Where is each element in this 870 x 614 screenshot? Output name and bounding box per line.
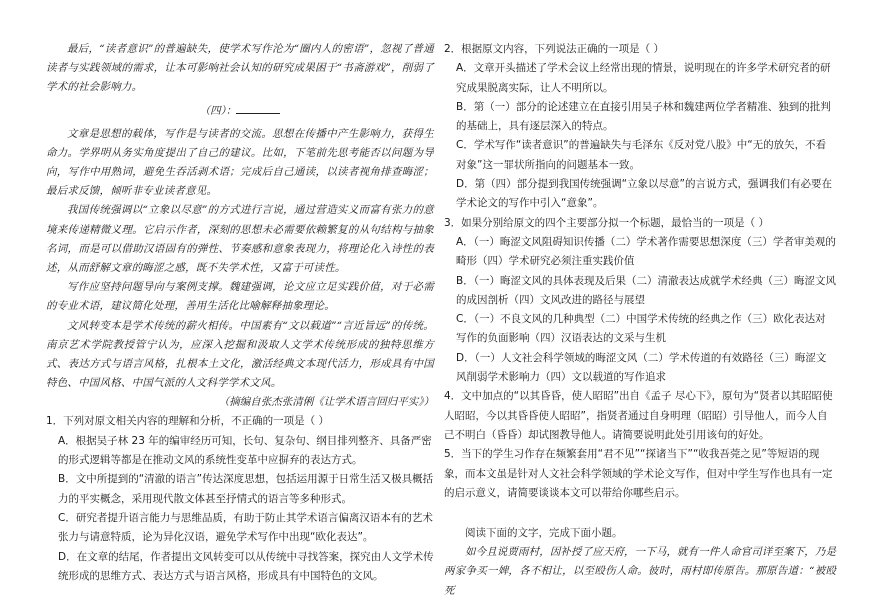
passage-paragraph: 文风转变本是学术传统的薪火相传。中国素有“文以载道”“言近旨远”的传统。南京艺术学院教授管宁认为，应深入挖掘和汲取人文学术传统形成的独特思维方式、表达方式与语言风格，扎根本土文化，激活经典文本现代活力，形成具有中国特色、中国风格、中国气派的人文科学学术文风。 [46, 319, 434, 390]
option-c: C．学术写作“读者意识”的普遍缺失与毛泽东《反对党八股》中“无的放矢，不看对象”这一罪状所指向的问题基本一致。 [456, 139, 827, 171]
question-stem: 1．下列对原文相关内容的理解和分析，不正确的一项是（ ） [46, 415, 330, 428]
right-column [444, 40, 836, 601]
section-title-blank [236, 103, 280, 114]
reading-intro: 阅读下面的文字，完成下面小题。 [465, 527, 623, 540]
question-stem: 3．如果分别给原文的四个主要部分拟一个标题，最恰当的一项是（ ） [444, 216, 770, 229]
option-d: D．第（四）部分提到我国传统强调“立象以尽意”的言说方式，强调我们有必要在学术论文的写作中引入“意象”。 [456, 178, 832, 210]
section-number: （四）： [199, 104, 237, 117]
passage-paragraph: 我国传统强调以“立象以尽意”的方式进行言说，通过营造实义而富有张力的意境来传递精微义理。它启示作者，深刻的思想未必需要依赖繁复的从句结构与抽象名词，而是可以借助汉语固有的弹性、节奏感和意象表现力，将理论化入诗性的表述，从而舒解文章的晦涩之感，既不失学术性，又富于可读性。 [46, 204, 434, 275]
question-stem: 5．当下的学生习作存在频繁套用“君不见”“探诸当下”“收我吾莞之见”等短语的现象，而本文虽是针对人文社会科学领域的学术论文写作，但对中学生写作也具有一定的启示意义，请简要谈谈本文可以带给你哪些启示。 [444, 448, 833, 499]
option-c: C．研究者提升语言能力与思维品质，有助于防止其学术语言偏离汉语本有的艺术张力与请意特质，论为异化汉语，避免学术写作中出现“欧化表达”。 [58, 511, 433, 544]
question-3 [444, 214, 836, 388]
question-4 [444, 387, 836, 445]
story-paragraph: 如今且说贾雨村，因补授了应天府，一下马，就有一件人命官司详至案下，乃是两家争买一婢，各不相让，以至殴伤人命。彼时，雨村即传原告。那原告道：“被殴死 [444, 546, 836, 597]
option-c: C．（一）不良文风的几种典型（二）中国学术传统的经典之作（三）欧化表达对写作的负面影响（四）汉语表达的文采与生机 [456, 313, 826, 345]
option-d: D．在文章的结尾，作者提出文风转变可以从传统中寻找答案，探究由人文学术传统形成的思维方式、表达方式与语言风格，形成具有中国特色的文风。 [58, 550, 434, 582]
section-heading [46, 102, 434, 121]
option-b: B．文中所提到的“清澈的语言”传达深度思想，包括运用源于日常生活又极具概括力的平实概念，采用现代散文体甚至抒情式的语言等多种形式。 [58, 473, 434, 505]
option-b: B．（一）晦涩文风的具体表现及后果（二）清澈表达成就学术经典（三）晦涩文风的成因剖析（四）文风改进的路径与展望 [456, 274, 836, 306]
option-a: A．文章开头描述了学术会议上经常出现的情景，说明现在的许多学术研究者的研究成果脱离实际，让人不明所以。 [456, 62, 831, 94]
option-a: A．根据吴子林 23 年的编审经历可知，长句、复杂句、纲目排列整齐、具备严密的形式逻辑等都是在推动文风的系统性变革中应摒弃的表达方式。 [58, 434, 432, 467]
left-column [46, 40, 434, 586]
option-b: B．第（一）部分的论述建立在直接引用吴子林和魏建两位学者精准、独到的批判的基础上，具有逐层深入的特点。 [456, 100, 831, 133]
passage-paragraph: 写作应坚持问题导向与案例支撑。魏建强调，论文应立足实践价值，对于必需的专业术语，建议简化处理，善用生活化比喻解释抽象理论。 [46, 281, 434, 313]
passage-source: （摘编自张杰张清俐《让学术语言回归平实》） [218, 396, 434, 409]
question-stem: 4．文中加点的“以其昏昏，使人昭昭”出自《孟子 尽心下》，原句为“贤者以其昭昭使人昭昭，今以其昏昏使人昭昭”，指贤者通过自身明理（昭昭）引导他人，而今人自己不明白（昏昏）却试图教导他人。请简要说明此处引用该句的好处。 [444, 390, 833, 441]
option-d: D．（一）人文社会科学领域的晦涩文风（二）学术传道的有效路径（三）晦涩文风削弱学术影响力（四）文以载道的写作追求 [456, 351, 827, 384]
question-1 [46, 412, 434, 586]
question-5 [444, 445, 836, 503]
passage-paragraph: 最后，“读者意识”的普遍缺失，使学术写作沦为“圈内人的密语”，忽视了普通读者与实践领域的需求，让本可影响社会认知的研究成果困于“书斋游戏”，削弱了学术的社会影响力。 [46, 43, 434, 94]
passage-paragraph: 文章是思想的载体，写作是与读者的交流。思想在传播中产生影响力，获得生命力。学界明从务实角度提出了自己的建议。比如，下笔前先思考能否以问题为导向，写作中用熟词，避免生吞活剥术语；完成后自己通读，以读者视角排查晦涩；最后求反馈，倾听非专业读者意见。 [46, 127, 434, 198]
option-a: A．（一）晦涩文风阻碍知识传播（二）学术著作需要思想深度（三）学者审美观的畸形（四）学术研究必须注重实践价值 [456, 235, 836, 268]
question-stem: 2．根据原文内容，下列说法正确的一项是（ ） [444, 43, 665, 55]
question-2 [444, 40, 836, 214]
